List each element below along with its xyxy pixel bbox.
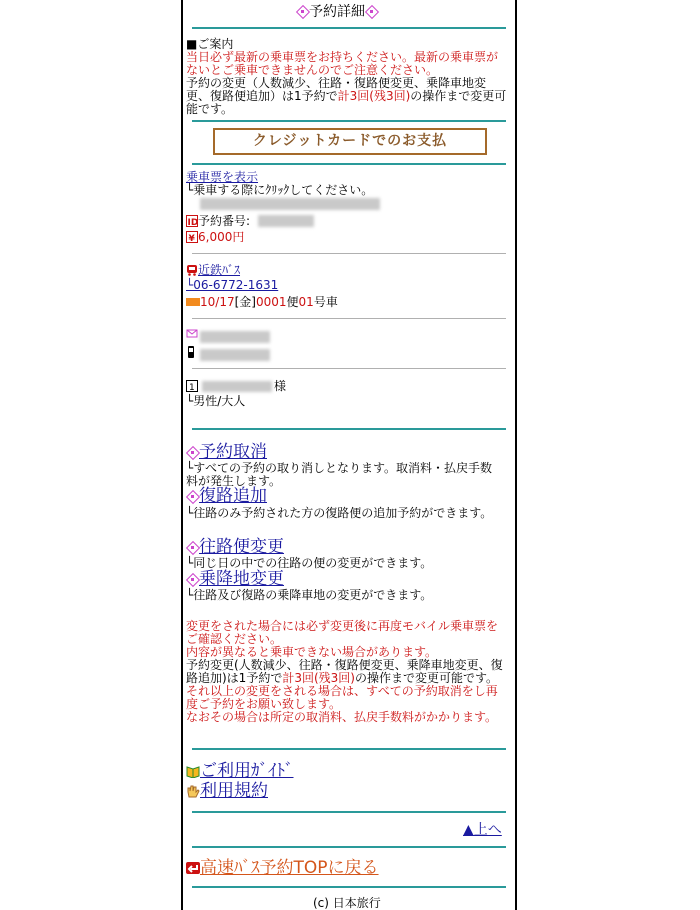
cancel-desc-2: 料が発生します。 bbox=[186, 474, 282, 488]
divider bbox=[192, 253, 506, 254]
cancel-desc-1: └すべての予約の取り消しとなります。取消料・払戻手数 bbox=[186, 461, 493, 475]
add-return-desc: └往路のみ予約された方の復路便の追加予約ができます。 bbox=[186, 506, 493, 520]
divider bbox=[192, 811, 506, 813]
change-notice-red-1: 変更をされた場合には必ず変更後に再度モバイル乗車票を bbox=[186, 619, 499, 633]
notice-red-line-1: 当日必ず最新の乗車票をお持ちください。最新の乗車票が bbox=[186, 50, 499, 64]
divider bbox=[192, 846, 506, 848]
divider bbox=[192, 368, 506, 369]
bus-icon bbox=[186, 264, 198, 279]
action-change-stops bbox=[186, 569, 284, 590]
notice-heading: ■ご案内 bbox=[186, 37, 234, 51]
user-guide-link[interactable]: ご利用ｶﾞｲﾄﾞ bbox=[200, 761, 294, 781]
page-frame bbox=[181, 0, 517, 910]
page-header bbox=[296, 4, 378, 20]
divider bbox=[192, 748, 506, 750]
return-arrow-icon bbox=[186, 861, 200, 881]
passenger-number-icon bbox=[186, 380, 198, 395]
price-row bbox=[186, 231, 244, 246]
trip-icon bbox=[186, 296, 200, 311]
svg-text:1: 1 bbox=[189, 383, 195, 392]
diamond-icon bbox=[186, 541, 199, 554]
back-row bbox=[186, 858, 379, 881]
change-notice-red-3: 内容が異なると乗車できない場合があります。 bbox=[186, 645, 438, 659]
passenger-detail: └男性/大人 bbox=[186, 394, 246, 408]
diamond-icon bbox=[186, 490, 199, 503]
redacted-reservation-number bbox=[258, 215, 314, 227]
reservation-number-label: 予約番号: bbox=[198, 214, 251, 228]
redacted-passenger-name bbox=[202, 381, 272, 392]
divider bbox=[192, 886, 506, 888]
divider bbox=[192, 120, 506, 122]
terms-link[interactable]: 利用規約 bbox=[200, 781, 268, 801]
change-notice-black-2: 路追加)は1予約で計3回(残3回)の操作まで変更可能です。 bbox=[186, 671, 499, 685]
divider bbox=[192, 163, 506, 165]
change-notice-black-1: 予約変更(人数減少、往路・復路便変更、乗降車地変更、復 bbox=[186, 658, 503, 672]
id-icon bbox=[186, 215, 198, 230]
back-to-top-page-link[interactable]: 高速ﾊﾞｽ予約TOPに戻る bbox=[200, 858, 379, 878]
change-outbound-link[interactable]: 往路便変更 bbox=[199, 537, 284, 557]
divider bbox=[192, 318, 506, 319]
change-notice-red-6: なおその場合は所定の取消料、払戻手数料がかかります。 bbox=[186, 710, 498, 724]
bus-company-link[interactable]: 近鉄ﾊﾞｽ bbox=[198, 263, 241, 277]
redacted-phone bbox=[200, 349, 270, 361]
action-add-return bbox=[186, 486, 267, 507]
passenger-suffix: 様 bbox=[274, 379, 287, 393]
yen-icon bbox=[186, 231, 198, 246]
redacted-email bbox=[200, 331, 270, 343]
trip-info: 10/17[金]0001便01号車 bbox=[186, 296, 338, 311]
action-change-outbound bbox=[186, 537, 284, 558]
change-stops-link[interactable]: 乗降地変更 bbox=[199, 569, 284, 589]
cancel-reservation-link[interactable]: 予約取消 bbox=[199, 442, 267, 462]
bus-phone-link[interactable]: └06-6772-1631 bbox=[186, 278, 279, 292]
terms-row bbox=[186, 781, 268, 804]
notice-body-line-3: 能です。 bbox=[186, 102, 234, 116]
passenger-row bbox=[186, 380, 198, 395]
mail-icon bbox=[186, 329, 198, 342]
redacted-text bbox=[200, 198, 380, 210]
phone-icon bbox=[187, 346, 195, 361]
svg-text:¥: ¥ bbox=[188, 234, 195, 243]
action-cancel bbox=[186, 442, 267, 463]
show-ticket-link[interactable]: 乗車票を表示 bbox=[186, 170, 259, 184]
change-notice-red-4: それ以上の変更をされる場合は、すべての予約取消をし再 bbox=[186, 684, 498, 698]
hand-icon bbox=[186, 784, 200, 804]
bus-company-row bbox=[186, 264, 240, 279]
divider bbox=[192, 428, 506, 430]
diamond-icon bbox=[186, 573, 199, 586]
copyright: (c) 日本旅行 bbox=[313, 896, 381, 910]
notice-body-line-2: 更、復路便追加）は1予約で計3回(残3回)の操作まで変更可 bbox=[186, 89, 507, 103]
change-notice-red-2: ご確認ください。 bbox=[186, 632, 283, 646]
diamond-icon bbox=[296, 5, 309, 18]
bus-phone-row bbox=[186, 279, 278, 292]
diamond-icon bbox=[186, 446, 199, 459]
credit-card-payment-button[interactable]: クレジットカードでのお支払 bbox=[213, 128, 487, 155]
change-outbound-desc: └同じ日の中での往路の便の変更ができます。 bbox=[186, 556, 433, 570]
ticket-hint: └乗車する際にｸﾘｯｸしてください。 bbox=[186, 183, 374, 197]
diamond-icon bbox=[365, 5, 378, 18]
page-title: 予約詳細 bbox=[309, 4, 365, 20]
change-notice-red-5: 度ご予約をお願い致します。 bbox=[186, 697, 342, 711]
notice-body-line-1: 予約の変更（人数減少、往路・復路便変更、乗降車地変 bbox=[186, 76, 487, 90]
back-to-top-link[interactable]: ▲上へ bbox=[463, 822, 502, 838]
divider bbox=[192, 27, 506, 29]
price: 6,000円 bbox=[198, 230, 245, 244]
reservation-number-row bbox=[186, 215, 250, 230]
remaining-changes: 計3回(残3回) bbox=[337, 89, 411, 103]
notice-red-line-2: ないとご乗車できませんのでご注意ください。 bbox=[186, 63, 439, 77]
svg-text:ID: ID bbox=[187, 218, 198, 227]
change-stops-desc: └往路及び復路の乗降車地の変更ができます。 bbox=[186, 588, 433, 602]
add-return-link[interactable]: 復路追加 bbox=[199, 486, 267, 506]
